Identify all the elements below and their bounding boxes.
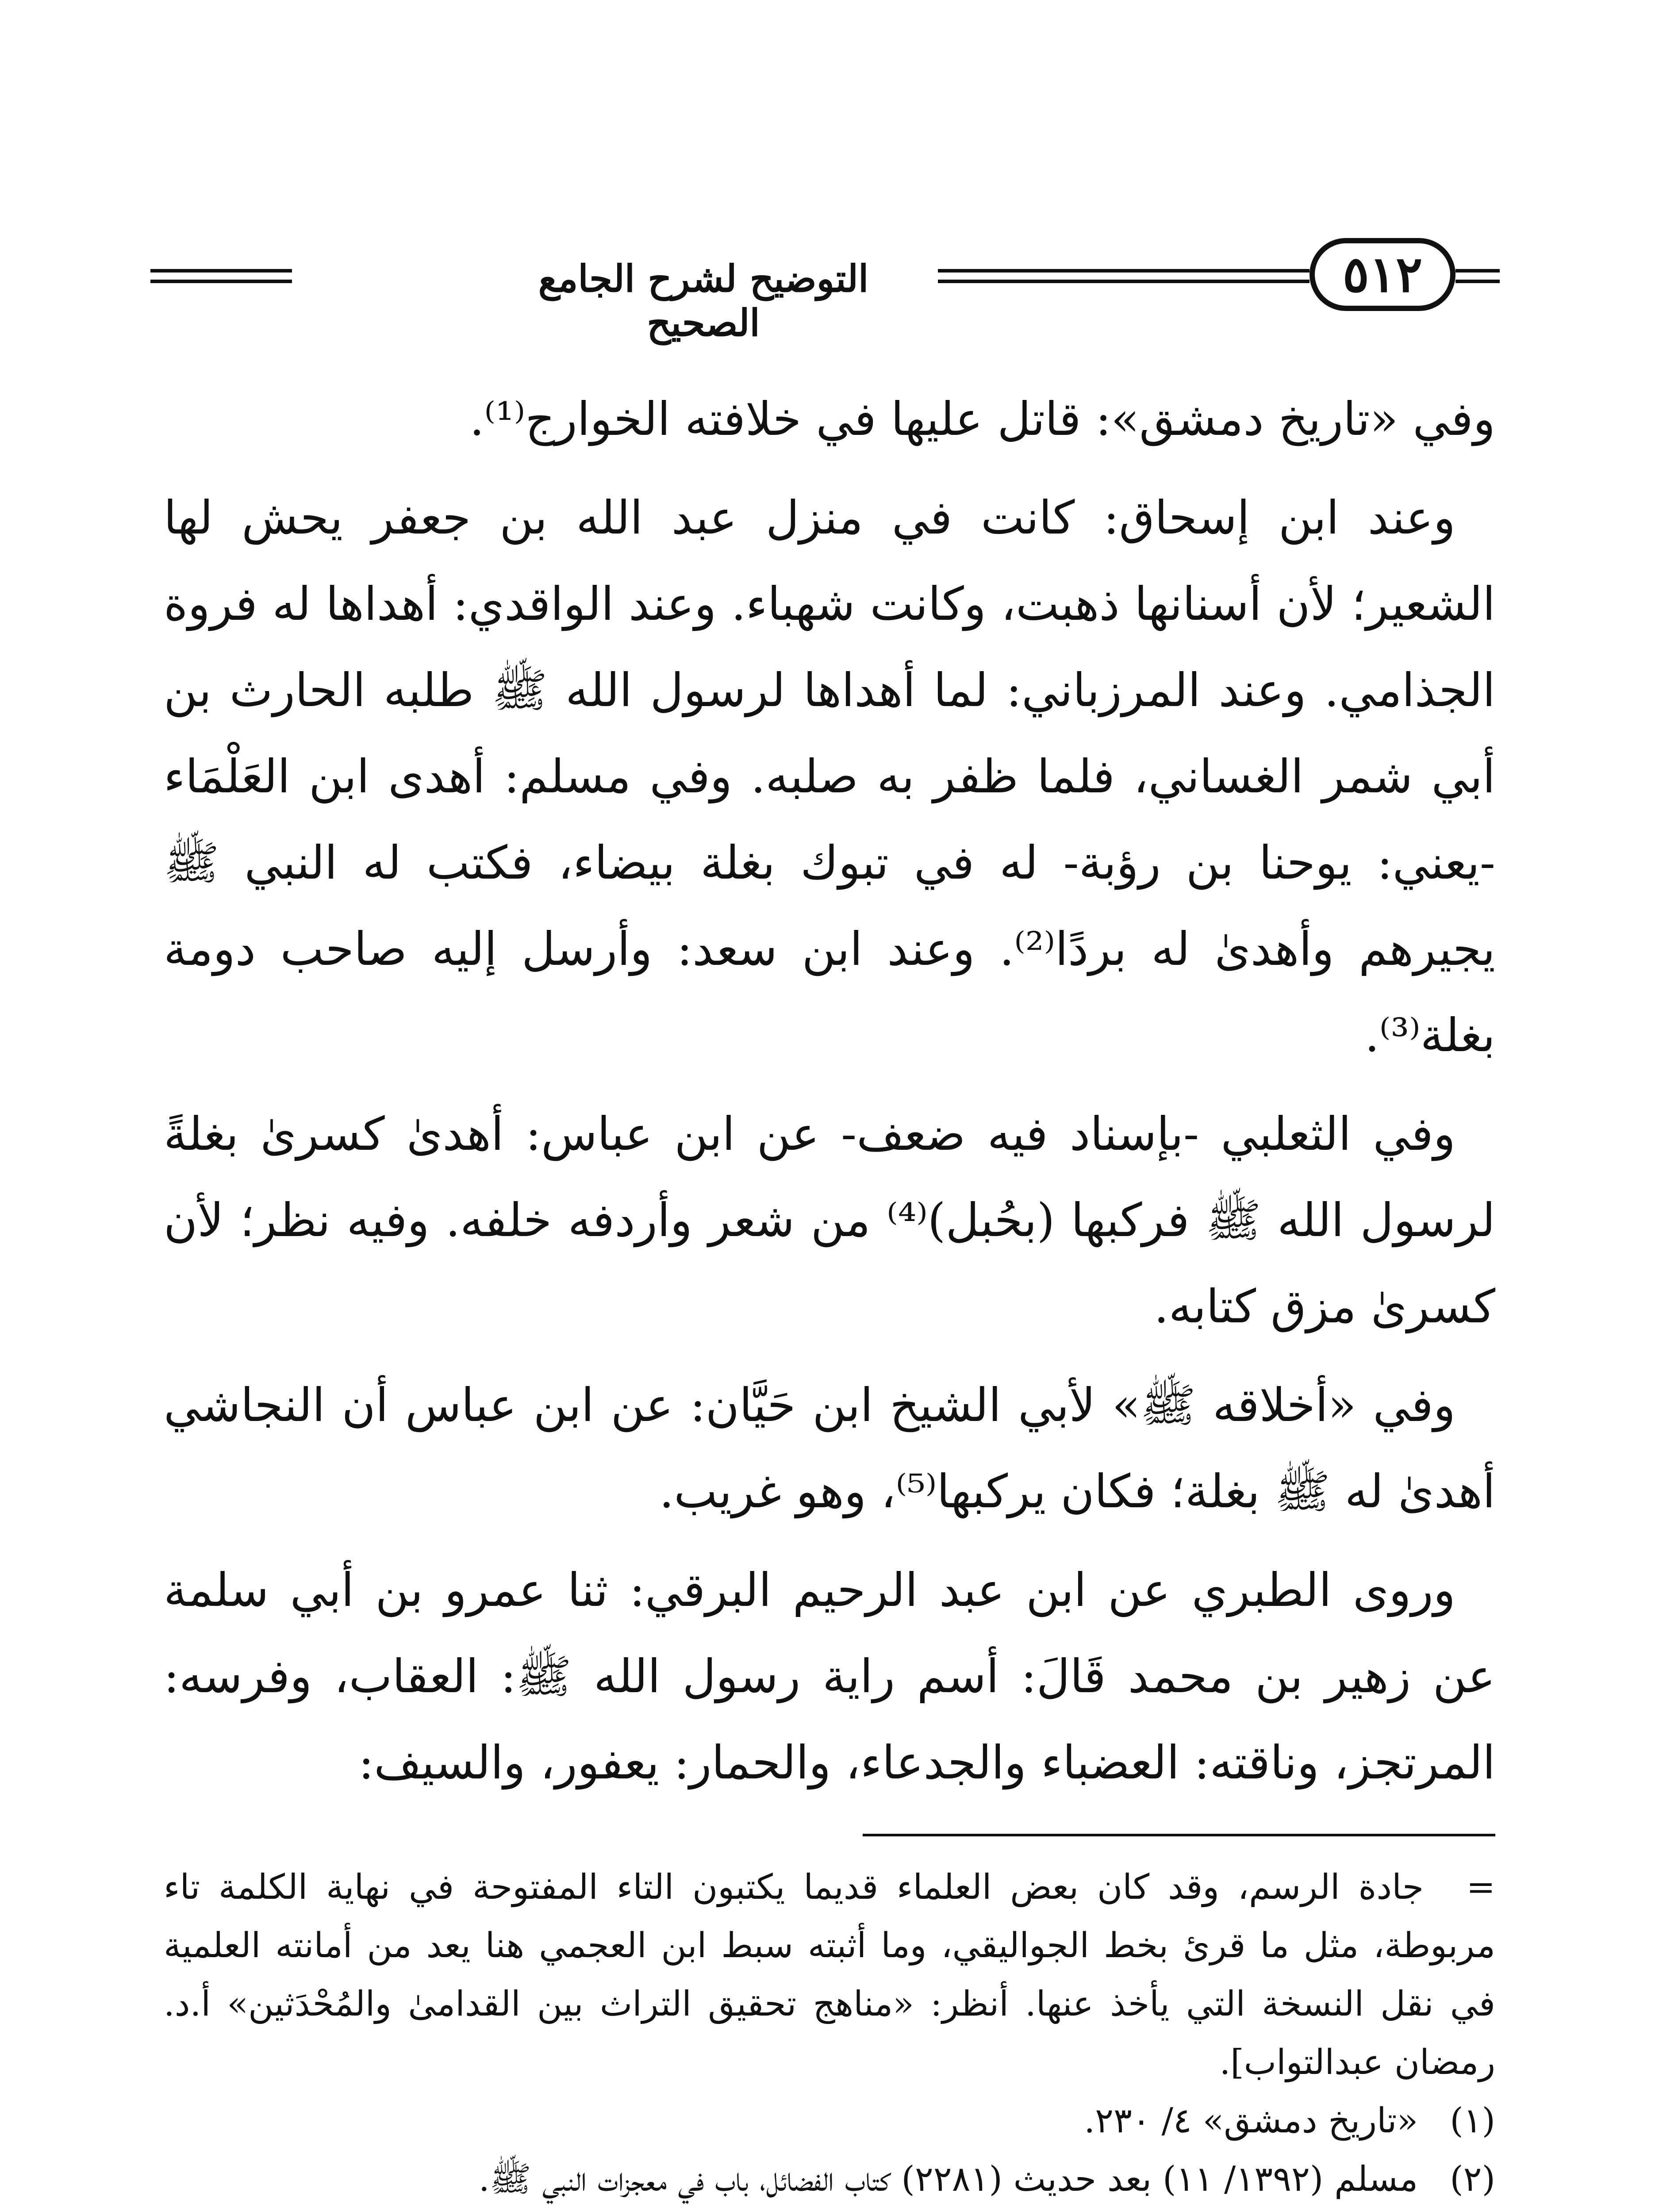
running-header — [150, 230, 1500, 345]
footnote-4-marker — [672, 2208, 738, 2212]
footnote-4 — [500, 2208, 738, 2212]
paragraph-5: وروى الطبري عن ابن عبد الرحيم البرقي: ثنا عمرو بن أبي سلمة عن زهير بن محمد قَالَ: أسم راية رسول الله ﷺ: العقاب، وفرسه: المرتجز، وناقته: العضباء والجدعاء، والحمار: يعفور، والسيف: — [164, 1563, 1495, 1790]
footnote-2 — [164, 2150, 1495, 2208]
header-rule-mid-top — [938, 269, 1310, 273]
header-rule-right-bottom — [1455, 280, 1500, 283]
footnote-1-marker: (١) — [1450, 2101, 1495, 2141]
paragraph-4: وفي «أخلاقه ﷺ» لأبي الشيخ ابن حَيَّان: عن ابن عباس أن النجاشي أهدىٰ له ﷺ بغلة؛ فكان يركبها⁽⁵⁾، وهو غريب. — [164, 1378, 1495, 1518]
paragraph-3: وفي الثعلبي -بإسناد فيه ضعف- عن ابن عباس: أهدىٰ كسرىٰ بغلةً لرسول الله ﷺ فركبها (بحُبل)⁽⁴⁾ من شعر وأردفه خلفه. وفيه نظر؛ لأن كسرىٰ مزق كتابه. — [164, 1107, 1495, 1333]
footnote-3-marker — [1429, 2208, 1495, 2212]
footnote-2-text: مسلم (١٣٩٢/ ١١) بعد حديث (٢٢٨١) كتاب الفضائل، باب في معجزات النبي ﷺ. — [478, 2159, 1418, 2199]
footnote-continuation — [164, 1858, 1495, 2092]
header-title: التوضيح لشرح الجامع الصحيح — [538, 257, 869, 345]
footnote-continuation-marker: = — [1466, 1867, 1495, 1907]
footnote-row-3-4 — [164, 2208, 1495, 2212]
header-rule-left-bottom — [150, 280, 292, 283]
header-rule-right-top — [1455, 269, 1500, 273]
main-text — [164, 376, 1495, 1818]
page-number: ٥١٢ — [1310, 238, 1455, 311]
header-rule-left-top — [150, 269, 292, 273]
footnote-1 — [164, 2092, 1495, 2150]
footnote-separator — [863, 1834, 1495, 1836]
header-rule-mid-bottom — [938, 280, 1310, 283]
footnote-2-marker: (٢) — [1450, 2159, 1495, 2199]
footnote-continuation-text: جادة الرسم، وقد كان بعض العلماء قديما يكتبون التاء المفتوحة في نهاية الكلمة تاء مربوطة، مثل ما قرئ بخط الجواليقي، وما أثبته سبط ابن العجمي هنا يعد من أمانته العلمية في نقل النسخة التي يأخذ عنها. أنظر: «مناهج تحقيق التراث بين القدامىٰ والمُحْدَثين» أ.د. رمضان عبدالتواب]. — [164, 1867, 1495, 2082]
footnote-3 — [1050, 2208, 1495, 2212]
paragraph-2: وعند ابن إسحاق: كانت في منزل عبد الله بن جعفر يحش لها الشعير؛ لأن أسنانها ذهبت، وكانت شهباء. وعند الواقدي: أهداها له فروة الجذامي. وعند المرزباني: لما أهداها لرسول الله ﷺ طلبه الحارث بن أبي شمر الغساني، فلما ظفر به صلبه. وفي مسلم: أهدى ابن العَلْمَاء -يعني: يوحنا بن رؤبة- له في تبوك بغلة بيضاء، فكتب له النبي ﷺ يجيرهم وأهدىٰ له بردًا⁽²⁾. وعند ابن سعد: وأرسل إليه صاحب دومة بغلة⁽³⁾. — [164, 491, 1495, 1062]
footnote-1-text: «تاريخ دمشق» ٤/ ٢٣٠. — [1084, 2101, 1418, 2141]
footnotes — [164, 1858, 1495, 2212]
paragraph-1: وفي «تاريخ دمشق»: قاتل عليها في خلافته الخوارج⁽¹⁾. — [469, 392, 1495, 446]
